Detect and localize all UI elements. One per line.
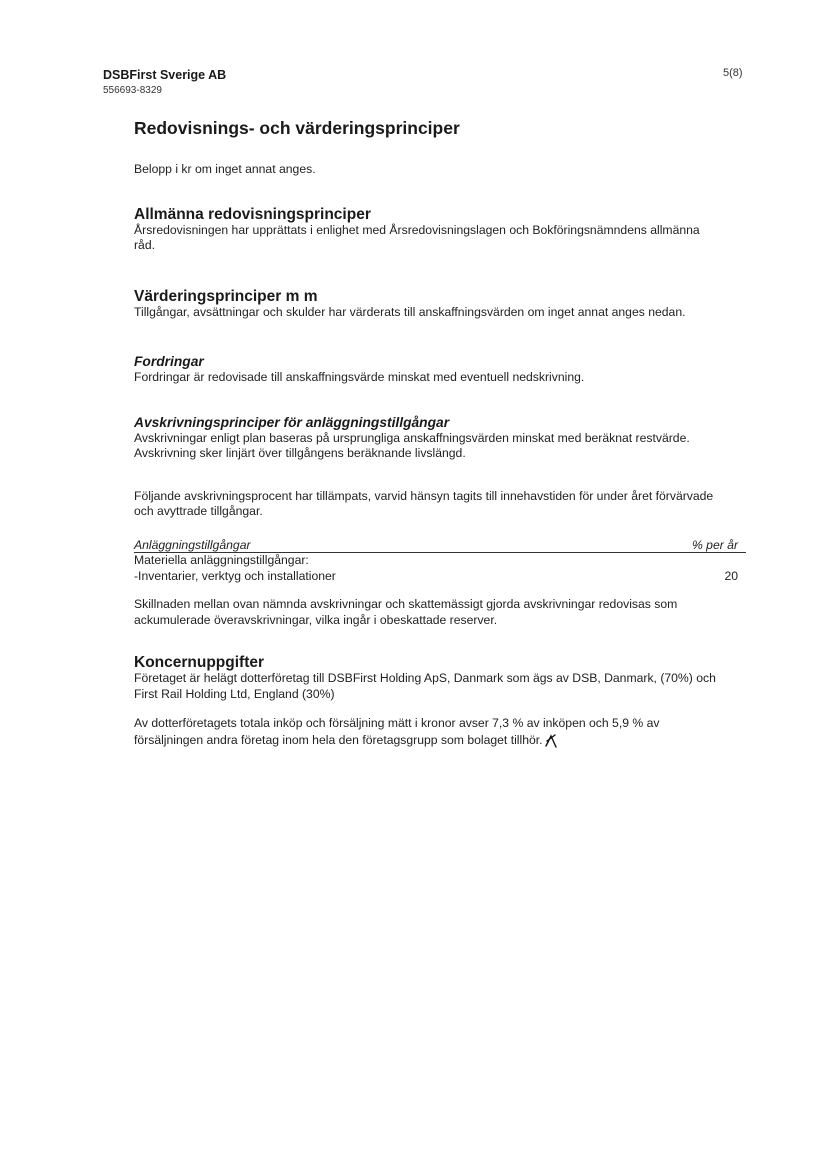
group-info-text: Företaget är helägt dotterföretag till DSBFirst Holding ApS, Danmark som ägs av DSB, Danmark, (70%) och First Rail Holding Ltd, England (30%): [134, 671, 716, 701]
general-principles-heading: Allmänna redovisningsprinciper: [134, 205, 371, 223]
table-row: [134, 569, 746, 584]
page-number: 5(8): [723, 67, 743, 79]
valuation-principles-heading: Värderingsprinciper m m: [134, 287, 318, 305]
page-title: Redovisnings- och värderingsprinciper: [134, 118, 460, 138]
group-info-purchase-sentence: Av dotterföretagets totala inköp och försäljning mätt i kronor avser 7,3 % av inköpen och 5,9 % av försäljningen andra företag inom hela den företagsgrupp som bolaget tillhör.: [134, 716, 660, 747]
table-group-row: [134, 553, 746, 568]
depreciation-rate-text: Följande avskrivningsprocent har tillämpats, varvid hänsyn tagits till innehavstiden för under året förvärvade och avyttrade tillgångar.: [134, 488, 714, 518]
general-principles-text: Årsredovisningen har upprättats i enlighet med Årsredovisningslagen och Bokföringsnämndens allmänna råd.: [134, 222, 700, 252]
group-info-heading: Koncernuppgifter: [134, 654, 265, 671]
table-group-label: Materiella anläggningstillgångar:: [134, 553, 309, 567]
valuation-principles-text: Tillgångar, avsättningar och skulder har värderats till anskaffningsvärden om inget annat anges nedan.: [134, 304, 686, 319]
table-row-value: 20: [724, 568, 738, 583]
table-row-label: -Inventarier, verktyg och installationer: [134, 568, 336, 583]
signature-mark-icon: [544, 732, 558, 746]
after-table-text: Skillnaden mellan ovan nämnda avskrivningar och skattemässigt gjorda avskrivningar redovisas som ackumulerade överavskrivningar, vilka ingår i obeskattade reserver.: [134, 597, 678, 627]
depreciation-text: Avskrivningar enligt plan baseras på ursprungliga anskaffningsvärden minskat med beräknat restvärde. Avskrivning sker linjärt över tillgångens beräknande livslängd.: [134, 430, 690, 460]
depreciation-table: [134, 538, 746, 584]
column-header-rate: % per år: [691, 537, 738, 552]
receivables-text: Fordringar är redovisade till anskaffningsvärde minskat med eventuell nedskrivning.: [134, 370, 585, 384]
group-info-purchase-text: [134, 716, 724, 748]
company-name: DSBFirst Sverige AB: [103, 68, 227, 82]
document-body: [134, 117, 746, 748]
column-header-asset: Anläggningstillgångar: [134, 537, 251, 552]
intro-text: Belopp i kr om inget annat anges.: [134, 162, 316, 176]
receivables-heading: Fordringar: [134, 354, 204, 369]
depreciation-heading: Avskrivningsprinciper för anläggningstillgångar: [134, 414, 450, 430]
org-number: 556693-8329: [103, 85, 162, 96]
table-header: [134, 538, 746, 554]
